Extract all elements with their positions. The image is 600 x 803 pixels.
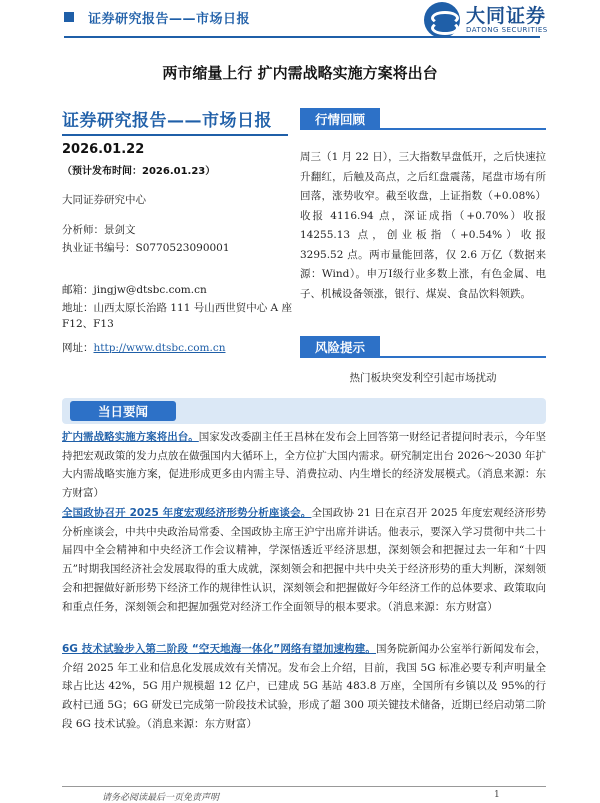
news-headline[interactable]: 全国政协召开 2025 年度宏观经济形势分析座谈会。 xyxy=(62,507,312,519)
company-logo xyxy=(424,2,548,38)
risk-heading: 风险提示 xyxy=(300,336,380,358)
risk-text: 热门板块突发利空引起市场扰动 xyxy=(349,372,497,384)
header-title: 证券研究报告——市场日报 xyxy=(88,12,251,27)
footer-disclaimer: 请务必阅读最后一页免责声明 xyxy=(102,793,220,803)
today-news-heading: 当日要闻 xyxy=(70,401,176,421)
news-headline[interactable]: 6G 技术试验步入第二阶段 “空天地海一体化”网络有望加速构建。 xyxy=(62,643,377,655)
certificate-number: 执业证书编号：S0770523090001 xyxy=(62,242,230,254)
report-title: 证券研究报告——市场日报 xyxy=(62,111,272,131)
news-body: 国家发改委副主任王昌林在发布会上回答第一财经记者提问时表示，今年坚持把宏观政策的发力点放在做强国内大循环上，全方位扩大国内需求。研究制定出台 2026～2030 年扩大内需战略实施方案，促进形成更多由内需主导、消费拉动、内生增长的经济发展模式。（消息来源：东方财富） xyxy=(62,431,547,500)
header-square-icon xyxy=(64,12,74,22)
news-item xyxy=(62,504,546,616)
website-link[interactable]: http://www.dtsbc.com.cn xyxy=(93,342,226,354)
website-row xyxy=(62,340,226,356)
risk-heading-line xyxy=(300,356,546,358)
website-label: 网址： xyxy=(62,342,94,354)
analyst: 分析师：景剑文 xyxy=(62,224,136,236)
header-divider xyxy=(64,36,540,38)
footer-divider xyxy=(62,786,546,787)
news-body: 国务院新闻办公室举行新闻发布会，介绍 2025 年工业和信息化发展成效有关情况。发布会上介绍，目前，我国 5G 标准必要专利声明量全球占比达 42%，5G 用户规模超 12 亿户，已建成 5G 基站 483.8 万座，全国所有乡镇以及 95%的行政村已通 5G；6G 研发已完成第一阶段技术试验，形成了超 300 项关键技术储备，近期已经启动第二阶段 6G 技术试验。（消息来源：东方财富） xyxy=(62,643,546,730)
review-heading: 行情回顾 xyxy=(300,108,380,130)
news-item xyxy=(62,640,546,734)
email: 邮箱：jingjw@dtsbc.com.cn xyxy=(62,284,207,296)
logo-mark-icon xyxy=(424,2,460,38)
news-headline[interactable]: 扩内需战略实施方案将出台。 xyxy=(62,431,199,443)
logo-chinese-name: 大同证券 xyxy=(466,5,547,27)
review-text: 周三（1 月 22 日），三大指数早盘低开，之后快速拉升翻红，后触及高点，之后红盘震荡，尾盘市场有所回落，涨势收窄。截至收盘，上证指数（+0.08%）收报 4116.94 点，深证成指（+0.70%）收报 14255.13 点，创业板指（+0.54%）收报 3295.52 点。两市量能回落，仅 2.6 万亿（数据来源：Wind）。申万Ⅰ级行业多数上涨，有色金属、电子、机械设备领涨，银行、煤炭、食品饮料领跌。 xyxy=(300,151,546,300)
research-center: 大同证券研究中心 xyxy=(62,194,146,206)
report-date: 2026.01.22 xyxy=(62,142,145,157)
news-item xyxy=(62,428,546,503)
page-title: 两市缩量上行 扩内需战略实施方案将出台 xyxy=(162,64,438,82)
report-title-underline xyxy=(62,134,288,136)
review-heading-line xyxy=(300,128,546,130)
publish-time: （预计发布时间：2026.01.23） xyxy=(62,166,216,177)
logo-english-name: DATONG SECURITIES xyxy=(466,26,548,34)
page-number: 1 xyxy=(494,790,500,800)
address: 地址：山西太原长治路 111 号山西世贸中心 A 座 F12、F13 xyxy=(62,302,292,330)
news-body: 全国政协 21 日在京召开 2025 年度宏观经济形势分析座谈会，中共中央政治局常委、全国政协主席王沪宁出席并讲话。他表示，要深入学习贯彻中共二十届四中全会精神和中央经济工作会议精神，学深悟透近平经济思想，深刻领会和把握过去一年和“十四五”时期我国经济社会发展取得的重大成就，深刻领会和把握中共中央关于经济形势的重大判断，深刻领会和把握做好新形势下经济工作的规律性认识，深刻领会和把握做好今年经济工作的总体要求、政策取向和重点任务，深刻领会和把握加强党对经济工作全面领导的根本要求。（消息来源：东方财富） xyxy=(62,507,546,613)
